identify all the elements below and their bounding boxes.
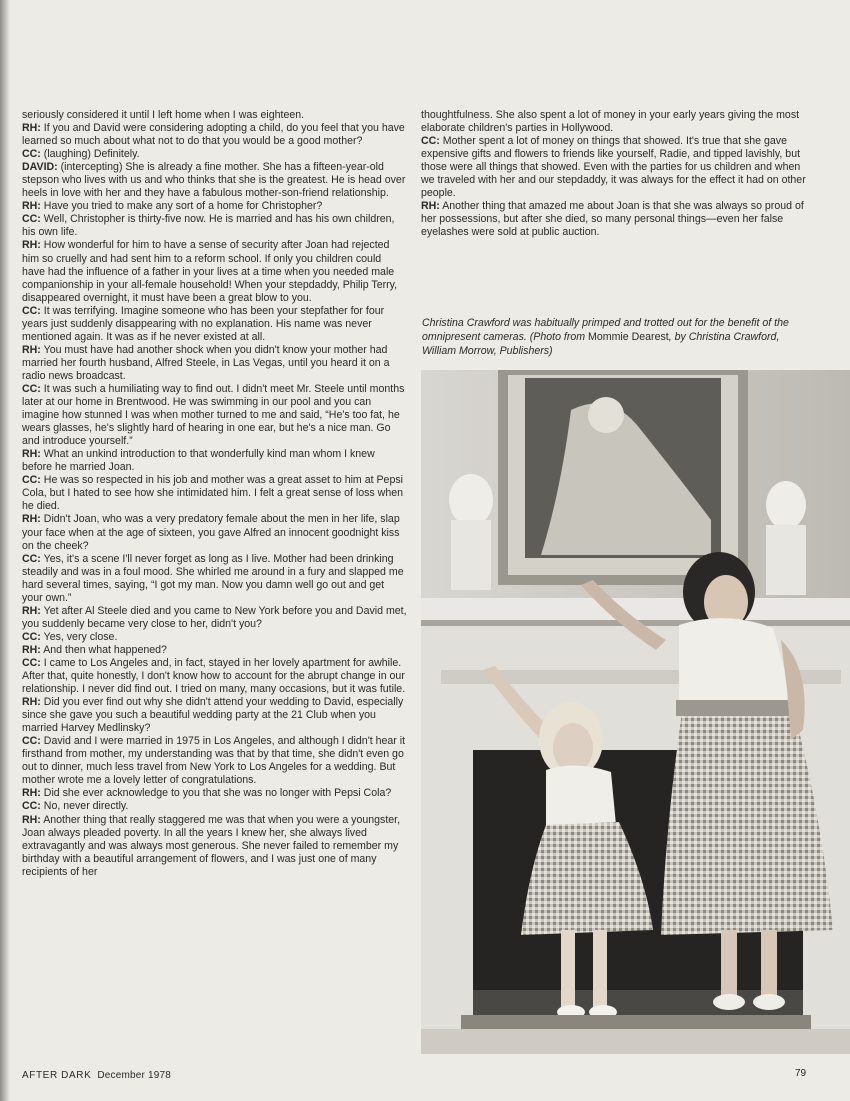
paragraph-text: If you and David were considering adopting a child, do you feel that you have learned so much about what not to do that you would be a good mother? [22,122,405,148]
speaker-label: RH: [22,122,41,135]
speaker-label: RH: [22,448,41,461]
paragraph [421,200,813,239]
speaker-label: CC: [22,656,41,669]
paragraph-text: Yes, very close. [40,630,118,643]
paragraph [22,735,407,787]
paragraph-text: Another thing that really staggered me was that when you were a youngster, Joan always pleaded poverty. In all the years I knew her, she always lived extravagantly and was always most generous. She never failed to remember my birthday with a beautiful arrangement of flowers, and I was just one of many recipients of her [22,813,401,878]
paragraph-text: Another thing that amazed me about Joan is that she was always so proud of her possessions, but after she died, so many personal things—even her false eyelashes were sold at public auction. [421,200,804,239]
paragraph [421,109,813,135]
page-number: 79 [795,1068,807,1079]
paragraph-text: Yet after Al Steele died and you came to New York before you and David met, you suddenly became very close to her, didn't you? [22,604,407,630]
paragraph-text: Did she ever acknowledge to you that she was no longer with Pepsi Cola? [40,787,392,800]
speaker-label: CC: [22,213,41,226]
paragraph-text: Didn't Joan, who was a very predatory female about the men in her life, slap your face when at the age of sixteen, you gave Alfred an innocent goodnight kiss on the cheek? [22,513,400,552]
speaker-label: RH: [421,200,440,213]
paragraph-text: thoughtfulness. She also spent a lot of money in your early years giving the most elaborate children's parties in Hollywood. [421,109,800,135]
speaker-label: CC: [22,304,41,317]
issue-date: December 1978 [97,1070,172,1081]
paragraph-text: It was such a humiliating way to find out. I didn't meet Mr. Steele until months later at our home in Brentwood. He was swimming in our pool and you can imagine how stunned I was when mother turned to me and said, “He's too fat, he wears glasses, he's slightly hard of hearing in one ear, but he's a nice man. Go and introduce yourself.” [22,382,405,448]
paragraph [22,513,407,552]
paragraph [22,383,407,448]
paragraph [22,814,407,879]
paragraph [22,605,407,631]
footer-magazine-issue [22,1070,171,1081]
paragraph-text: Mother spent a lot of money on things that showed. It's true that she gave expensive gifts and flowers to friends like yourself, Radie, and tipped lavishly, but those were all things that showed. Even with the parties for us children and when we traveled with her and our stepdaddy, it was always for the effect it had on other people. [421,135,806,200]
speaker-label: RH: [22,787,41,800]
paragraph [22,631,407,644]
speaker-label: CC: [22,800,41,813]
speaker-label: RH: [22,239,41,252]
paragraph-text: (intercepting) She is already a fine mother. She has a fifteen-year-old stepson who lives with us and who thinks that she is the greatest. He is head over heels in love with her and they have a fabulous mother-son-friend relationship. [22,161,406,200]
paragraph [22,344,407,383]
speaker-label: CC: [421,135,440,148]
caption-book-title: Mommie Dearest [588,331,669,343]
paragraph [22,109,407,122]
paragraph-text: He was so respected in his job and mother was a great asset to him at Pepsi Cola, but I hated to see how she intimidated him. I felt a great sense of loss when he died. [22,474,404,513]
speaker-label: RH: [22,643,41,656]
paragraph-text: You must have had another shock when you didn't know your mother had married her fourth husband, Alfred Steele, in Las Vegas, until you heard it on a radio news broadcast. [22,343,390,382]
paragraph [22,696,407,735]
paragraph [22,787,407,800]
paragraph-text: Did you ever find out why she didn't attend your wedding to David, especially since she gave you such a beautiful wedding party at the 21 Club when you married Harvey Medlinsky? [22,696,404,735]
paragraph-text: Well, Christopher is thirty-five now. He is married and has his own children, his own life. [22,213,395,239]
paragraph [22,122,407,148]
page-edge-shadow [0,0,10,1101]
article-column-right [421,109,813,239]
paragraph [22,148,407,161]
paragraph [22,448,407,474]
paragraph [22,553,407,605]
paragraph [22,644,407,657]
speaker-label: RH: [22,696,41,709]
paragraph [22,213,407,239]
speaker-label: RH: [22,513,41,526]
caption-text: Christina Crawford was habitually primped and trotted out for the benefit of the omnipresent cameras. (Photo from [422,317,789,343]
paragraph-text: (laughing) Definitely. [40,148,140,161]
caption-credit: , by Christina Crawford, William Morrow, Publishers) [422,331,780,357]
speaker-label: CC: [22,735,41,748]
speaker-label: RH: [22,200,41,213]
paragraph [22,474,407,513]
speaker-label: RH: [22,604,41,617]
paragraph-text: seriously considered it until I left home when I was eighteen. [22,109,305,121]
paragraph [22,657,407,696]
magazine-name: AFTER DARK [22,1070,92,1081]
paragraph [22,800,407,813]
paragraph-text: Yes, it's a scene I'll never forget as long as I live. Mother had been drinking steadily and was in a foul mood. She whirled me around in a fury and slapped me hard several times, saying, “I got my man. Now you damn well go out and get your own.” [22,552,404,604]
speaker-label: DAVID: [22,161,58,174]
photo-caption [422,316,812,358]
paragraph-text: Have you tried to make any sort of a home for Christopher? [40,200,323,213]
speaker-label: RH: [22,343,41,356]
paragraph-text: What an unkind introduction to that wonderfully kind man whom I knew before he married Joan. [22,448,375,474]
speaker-label: CC: [22,382,41,395]
paragraph [22,239,407,304]
speaker-label: CC: [22,630,41,643]
paragraph [421,135,813,200]
paragraph [22,200,407,213]
article-column-left [22,109,407,879]
speaker-label: RH: [22,813,41,826]
paragraph [22,305,407,344]
photo-crawford-mother-daughter [421,370,850,1054]
paragraph [22,161,407,200]
paragraph-text: I came to Los Angeles and, in fact, stayed in her lovely apartment for awhile. After that, quite honestly, I don't know how to account for the abrupt change in our relationship. I never did find out. I tried on many, many occasions, but it was futile. [22,656,406,696]
paragraph-text: How wonderful for him to have a sense of security after Joan had rejected him so cruelly and had sent him to a reform school. If only you children could have had the influence of a father in your lives at a time when you needed male companionship in your all-female household! When your stepdaddy, Philip Terry, disappeared overnight, it must have been a great blow to you. [22,239,398,304]
paragraph-text: And then what happened? [40,643,167,656]
paragraph-text: David and I were married in 1975 in Los Angeles, and although I didn't hear it firsthand from mother, my understanding was that by that time, she didn't even go out to dinner, much less travel from New York to Los Angeles for a wedding. But mother wrote me a lovely letter of congratulations. [22,735,406,787]
paragraph-text: No, never directly. [40,800,129,813]
speaker-label: CC: [22,148,41,161]
paragraph-text: It was terrifying. Imagine someone who has been your stepfather for four years just suddenly disappearing with no explanation. His name was never mentioned again. It was as if he never existed at all. [22,304,385,343]
speaker-label: CC: [22,552,41,565]
speaker-label: CC: [22,474,41,487]
